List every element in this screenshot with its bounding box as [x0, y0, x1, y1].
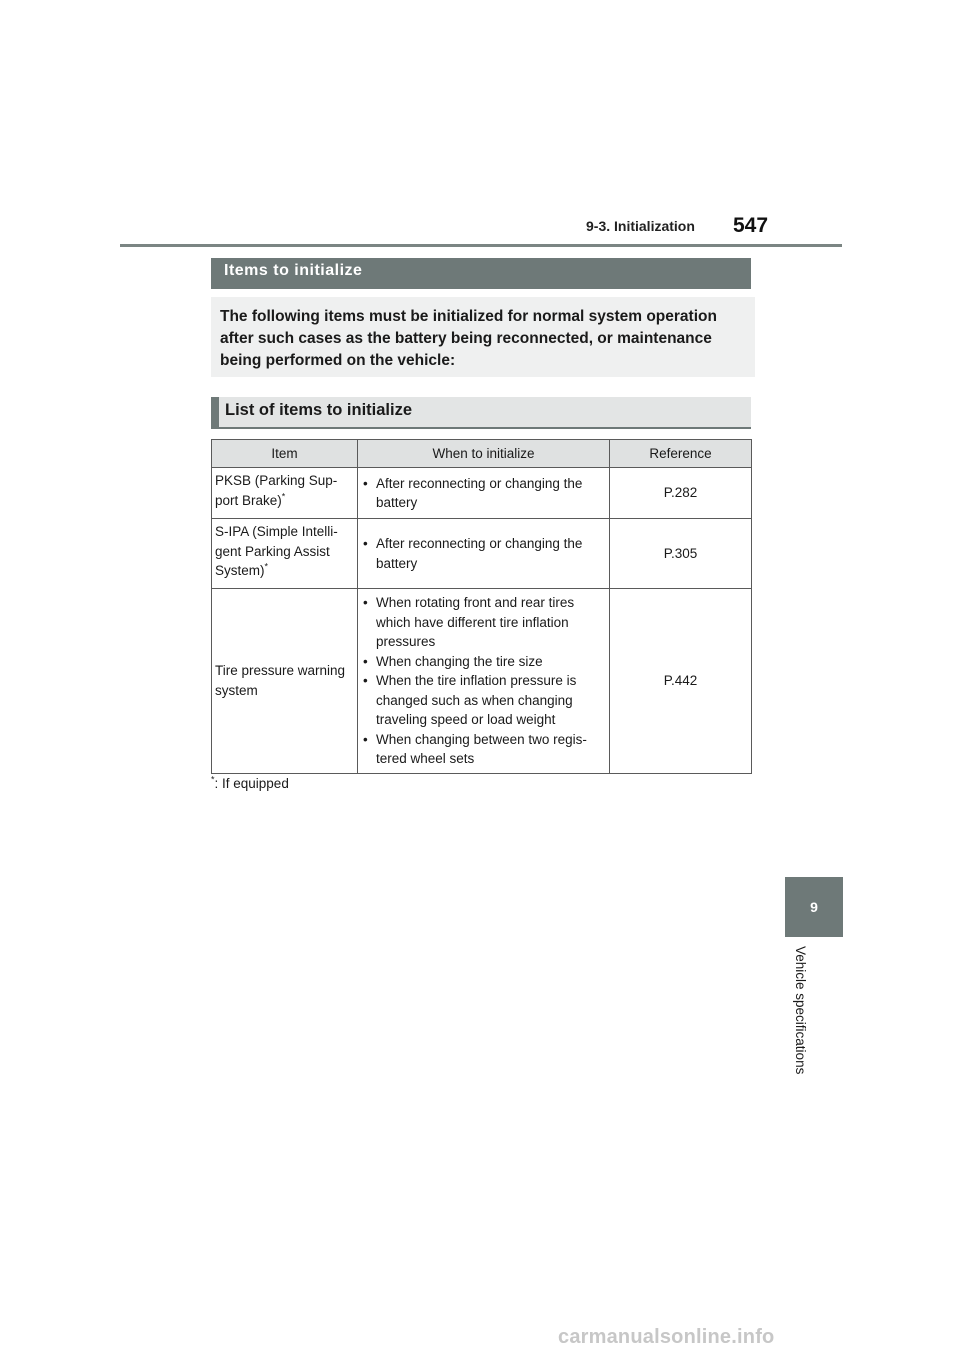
when-cell [358, 589, 610, 774]
item-name: PKSB (Parking Sup- port Brake) [215, 473, 338, 508]
when-cell [358, 468, 610, 519]
page-number: 547 [733, 214, 769, 237]
list-item: • When the tire inflation pressure is changed such as when changing traveling speed or load weight [363, 671, 606, 730]
reference-cell: P.442 [610, 589, 752, 774]
intro-text: The following items must be initialized for normal system operation after such cases as the battery being reconnected, or maintenance being performed on the vehicle: [211, 297, 755, 377]
list-item: • When changing between two regis-tered wheel sets [363, 730, 606, 769]
subsection-title: List of items to initialize [211, 397, 751, 429]
chapter-tab: 9 [785, 877, 843, 937]
list-item: • When rotating front and rear tires which have different tire inflation pressures [363, 593, 606, 652]
section-title: Items to initialize [211, 258, 751, 289]
table-row [212, 589, 752, 774]
reference-cell: P.282 [610, 468, 752, 519]
column-header-item: Item [212, 440, 358, 468]
footnote-mark: * [264, 561, 269, 572]
item-name: Tire pressure warning system [215, 663, 346, 698]
column-header-reference: Reference [610, 440, 752, 468]
table-row [212, 519, 752, 589]
when-cell [358, 519, 610, 589]
item-name: S-IPA (Simple Intelli- gent Parking Assist System) [215, 524, 338, 578]
list-item: • After reconnecting or changing the battery [363, 534, 606, 573]
item-cell [212, 468, 358, 519]
footnote-text: : If equipped [214, 776, 289, 791]
initialization-table [211, 439, 752, 774]
chapter-label: Vehicle specifications [793, 946, 808, 1075]
footnote [211, 776, 289, 791]
reference-cell: P.305 [610, 519, 752, 589]
footnote-mark: * [281, 491, 286, 501]
watermark: carmanualsonline.info [558, 1326, 775, 1348]
item-cell [212, 519, 358, 589]
header-divider [120, 244, 842, 247]
list-item: • After reconnecting or changing the battery [363, 474, 606, 513]
table-header-row [212, 440, 752, 468]
section-header: 9-3. Initialization [586, 218, 695, 234]
item-cell [212, 589, 358, 774]
table-row [212, 468, 752, 519]
list-item: • When changing the tire size [363, 652, 606, 672]
footnote-mark: * [211, 774, 215, 785]
column-header-when: When to initialize [358, 440, 610, 468]
